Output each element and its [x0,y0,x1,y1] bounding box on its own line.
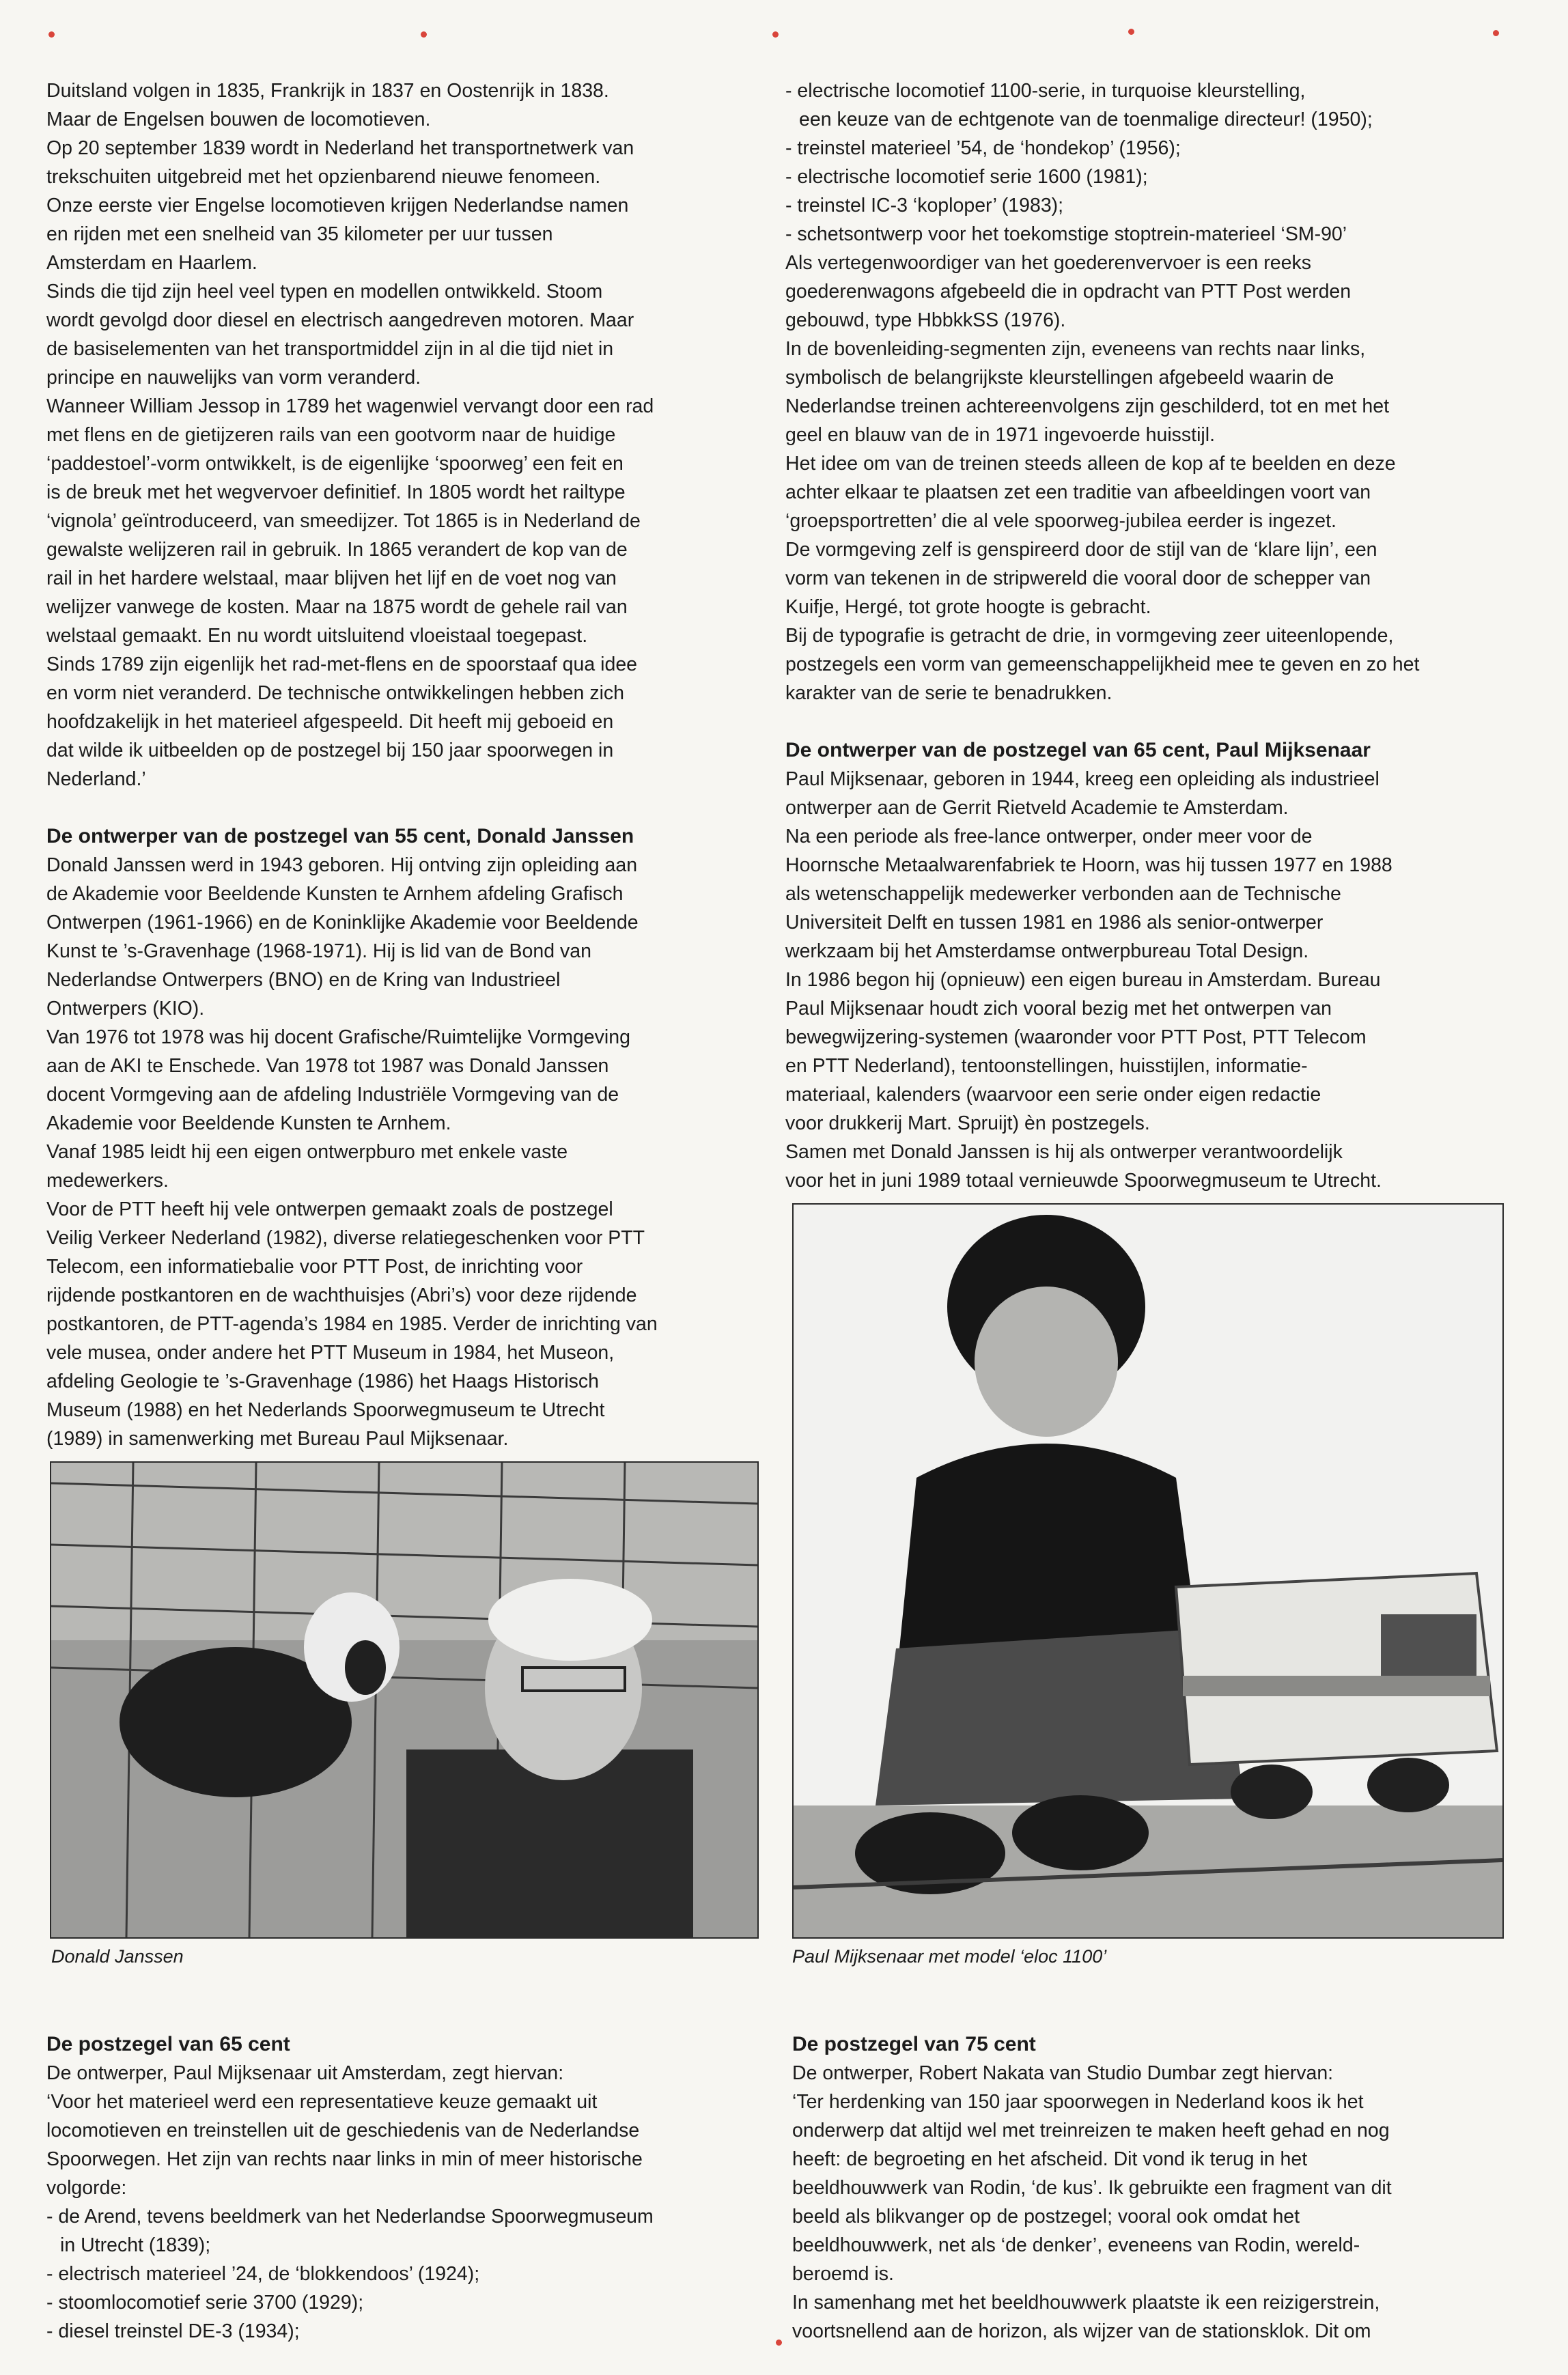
text-line: beeld als blikvanger op de postzegel; vooral ook omdat het [792,2206,1300,2228]
text-line: Kunst te ’s-Gravenhage (1968-1971). Hij is lid van de Bond van [46,940,591,962]
text-line: Nederlandse Ontwerpers (BNO) en de Kring van Industrieel [46,969,561,991]
text-line: - electrische locomotief 1100-serie, in turquoise kleurstelling, [785,80,1306,102]
text-line: Universiteit Delft en tussen 1981 en 1986 als senior-ontwerper [785,912,1324,933]
text-line: Als vertegenwoordiger van het goederenvervoer is een reeks [785,252,1311,274]
text-line: symbolisch de belangrijkste kleurstellingen afgebeeld waarin de [785,367,1334,389]
text-line: een keuze van de echtgenote van de toenmalige directeur! (1950); [799,109,1373,130]
text-line: karakter van de serie te benadrukken. [785,682,1112,704]
text-line: geel en blauw van de in 1971 ingevoerde huisstijl. [785,424,1216,446]
text-line: goederenwagons afgebeeld die in opdracht van PTT Post werden [785,281,1352,303]
decor-dot [1493,30,1499,36]
text-line: - treinstel materieel ’54, de ‘hondekop’ (1956); [785,137,1181,159]
text-line: docent Vormgeving aan de afdeling Industriële Vormgeving van de [46,1084,619,1106]
text-line: beroemd is. [792,2263,894,2285]
text-line: Maar de Engelsen bouwen de locomotieven. [46,109,431,130]
text-line: Amsterdam en Haarlem. [46,252,257,274]
text-line: is de breuk met het wegvervoer definitief. In 1805 wordt het railtype [46,481,626,503]
decor-dot [421,31,427,38]
text-line: de basiselementen van het transportmiddel zijn in al die tijd niet in [46,338,614,360]
text-line: ‘Voor het materieel werd een representatieve keuze gemaakt uit [46,2091,598,2113]
text-line: Voor de PTT heeft hij vele ontwerpen gemaakt zoals de postzegel [46,1198,613,1220]
text-line: De vormgeving zelf is genspireerd door de stijl van de ‘klare lijn’, een [785,539,1377,561]
left-column-top [46,76,764,1453]
text-line: Sinds die tijd zijn heel veel typen en modellen ontwikkeld. Stoom [46,281,603,303]
text-line: ‘Ter herdenking van 150 jaar spoorwegen in Nederland koos ik het [792,2091,1364,2113]
text-line: voor drukkerij Mart. Spruijt) èn postzegels. [785,1112,1150,1134]
text-line: postkantoren, de PTT-agenda’s 1984 en 1985. Verder de inrichting van [46,1313,658,1335]
text-line: en PTT Nederland), tentoonstellingen, huisstijlen, informatie- [785,1055,1308,1077]
text-line: onderwerp dat altijd wel met treinreizen te maken heeft gehad en nog [792,2120,1390,2141]
text-line: postzegels een vorm van gemeenschappelijkheid mee te geven en zo het [785,654,1420,675]
text-line: De ontwerper, Robert Nakata van Studio Dumbar zegt hiervan: [792,2062,1334,2084]
text-line: Nederland.’ [46,768,146,790]
photo-caption-mijksenaar: Paul Mijksenaar met model ‘eloc 1100’ [792,1946,1107,1967]
section-stamp-75 [792,2030,1509,2346]
text-line: (1989) in samenwerking met Bureau Paul Mijksenaar. [46,1428,509,1450]
section-stamp-65 [46,2030,764,2346]
text-line: Hoornsche Metaalwarenfabriek te Hoorn, was hij tussen 1977 en 1988 [785,854,1392,876]
text-line: - treinstel IC-3 ‘koploper’ (1983); [785,195,1064,216]
text-line: trekschuiten uitgebreid met het opzienbarend nieuwe fenomeen. [46,166,601,188]
text-line: - stoomlocomotief serie 3700 (1929); [46,2292,364,2314]
text-line: en rijden met een snelheid van 35 kilometer per uur tussen [46,223,553,245]
text-line: locomotieven en treinstellen uit de geschiedenis van de Nederlandse [46,2120,640,2141]
text-line: rail in het hardere welstaal, maar blijven het lijf en de voet nog van [46,567,617,589]
text-line: beeldhouwwerk, net als ‘de denker’, eveneens van Rodin, wereld- [792,2234,1360,2256]
text-line: Donald Janssen werd in 1943 geboren. Hij ontving zijn opleiding aan [46,854,638,876]
text-line: gebouwd, type HbbkkSS (1976). [785,309,1066,331]
text-line: ‘paddestoel’-vorm ontwikkelt, is de eigenlijke ‘spoorweg’ een feit en [46,453,624,475]
text-line: de Akademie voor Beeldende Kunsten te Arnhem afdeling Grafisch [46,883,624,905]
section-heading-stamp-65: De postzegel van 65 cent [46,2033,290,2055]
text-line: ontwerper aan de Gerrit Rietveld Academie te Amsterdam. [785,797,1289,819]
text-line: In de bovenleiding-segmenten zijn, eveneens van rechts naar links, [785,338,1366,360]
text-line: voortsnellend aan de horizon, als wijzer van de stationsklok. Dit om [792,2320,1371,2342]
text-line: Ontwerpers (KIO). [46,998,205,1020]
decor-dot [48,31,55,38]
text-line: ‘vignola’ geïntroduceerd, van smeedijzer. Tot 1865 is in Nederland de [46,510,641,532]
text-line: rijdende postkantoren en de wachthuisjes (Abri’s) voor deze rijdende [46,1284,637,1306]
text-line: principe en nauwelijks van vorm veranderd. [46,367,421,389]
decor-dot [776,2339,782,2346]
text-line: ‘groepsportretten’ die al vele spoorweg-jubilea eerder is ingezet. [785,510,1336,532]
text-line: Duitsland volgen in 1835, Frankrijk in 1837 en Oostenrijk in 1838. [46,80,609,102]
text-line: Veilig Verkeer Nederland (1982), diverse relatiegeschenken voor PTT [46,1227,645,1249]
text-line: wordt gevolgd door diesel en electrisch aangedreven motoren. Maar [46,309,634,331]
photo-caption-janssen: Donald Janssen [51,1946,184,1967]
text-line: vorm van tekenen in de stripwereld die vooral door de schepper van [785,567,1371,589]
text-line: Van 1976 tot 1978 was hij docent Grafische/Ruimtelijke Vormgeving [46,1026,630,1048]
section-heading-stamp-75: De postzegel van 75 cent [792,2033,1036,2055]
text-line: welijzer vanwege de kosten. Maar na 1875 wordt de gehele rail van [46,596,628,618]
text-line: Sinds 1789 zijn eigenlijk het rad-met-flens en de spoorstaaf qua idee [46,654,638,675]
text-line: aan de AKI te Enschede. Van 1978 tot 1987 was Donald Janssen [46,1055,609,1077]
spacer [46,793,764,822]
text-line: Op 20 september 1839 wordt in Nederland het transportnetwerk van [46,137,634,159]
text-line: Samen met Donald Janssen is hij als ontwerper verantwoordelijk [785,1141,1343,1163]
text-line: Telecom, een informatiebalie voor PTT Post, de inrichting voor [46,1256,583,1278]
text-line: Vanaf 1985 leidt hij een eigen ontwerpburo met enkele vaste [46,1141,568,1163]
text-line: vele musea, onder andere het PTT Museum in 1984, het Museon, [46,1342,615,1364]
mijksenaar-bio [785,765,1502,1195]
text-line: Nederlandse treinen achtereenvolgens zijn geschilderd, tot en met het [785,395,1390,417]
text-line: De ontwerper, Paul Mijksenaar uit Amsterdam, zegt hiervan: [46,2062,564,2084]
right-column-top [785,76,1502,1195]
text-line: - schetsontwerp voor het toekomstige stoptrein-materieel ‘SM-90’ [785,223,1347,245]
text-line: Bij de typografie is getracht de drie, in vormgeving zeer uiteenlopende, [785,625,1394,647]
text-line: - electrische locomotief serie 1600 (1981); [785,166,1148,188]
text-line: Paul Mijksenaar, geboren in 1944, kreeg een opleiding als industrieel [785,768,1380,790]
text-line: - de Arend, tevens beeldmerk van het Nederlandse Spoorwegmuseum [46,2206,654,2228]
text-line: in Utrecht (1839); [60,2234,211,2256]
text-line: heeft: de begroeting en het afscheid. Dit vond ik terug in het [792,2148,1308,2170]
text-line: dat wilde ik uitbeelden op de postzegel bij 150 jaar spoorwegen in [46,740,614,761]
text-line: Paul Mijksenaar houdt zich vooral bezig met het ontwerpen van [785,998,1332,1020]
text-line: medewerkers. [46,1170,169,1192]
text-line: voor het in juni 1989 totaal vernieuwde Spoorwegmuseum te Utrecht. [785,1170,1382,1192]
section-heading-janssen: De ontwerper van de postzegel van 55 cent, Donald Janssen [46,825,634,847]
text-line: werkzaam bij het Amsterdamse ontwerpbureau Total Design. [785,940,1309,962]
text-line: beeldhouwwerk van Rodin, ‘de kus’. Ik gebruikte een fragment van dit [792,2177,1392,2199]
text-line: en vorm niet veranderd. De technische ontwikkelingen hebben zich [46,682,624,704]
text-line: - diesel treinstel DE-3 (1934); [46,2320,300,2342]
text-line: achter elkaar te plaatsen zet een traditie van afbeeldingen voort van [785,481,1371,503]
decor-dot [772,31,779,38]
text-line: materiaal, kalenders (waarvoor een serie onder eigen redactie [785,1084,1321,1106]
text-line: afdeling Geologie te ’s-Gravenhage (1986) het Haags Historisch [46,1371,600,1392]
text-line: Wanneer William Jessop in 1789 het wagenwiel vervangt door een rad [46,395,654,417]
text-line: bewegwijzering-systemen (waaronder voor PTT Post, PTT Telecom [785,1026,1367,1048]
text-line: Ontwerpen (1961-1966) en de Koninklijke Akademie voor Beeldende [46,912,639,933]
janssen-bio [46,851,764,1453]
text-line: Na een periode als free-lance ontwerper, onder meer voor de [785,826,1313,847]
text-line: Spoorwegen. Het zijn van rechts naar links in min of meer historische [46,2148,643,2170]
text-line: welstaal gemaakt. En nu wordt uitsluitend vloeistaal toegepast. [46,625,588,647]
text-line: In samenhang met het beeldhouwwerk plaatste ik een reizigerstrein, [792,2292,1380,2314]
section-heading-mijksenaar: De ontwerper van de postzegel van 65 cent, Paul Mijksenaar [785,739,1371,761]
text-line: Het idee om van de treinen steeds alleen de kop af te beelden en deze [785,453,1396,475]
photo-paul-mijksenaar [792,1203,1504,1939]
text-line: volgorde: [46,2177,127,2199]
text-line: Onze eerste vier Engelse locomotieven krijgen Nederlandse namen [46,195,629,216]
text-line: gewalste welijzeren rail in gebruik. In 1865 verandert de kop van de [46,539,628,561]
text-line: met flens en de gietijzeren rails van een gootvorm naar de huidige [46,424,616,446]
text-line: Kuifje, Hergé, tot grote hoogte is gebracht. [785,596,1151,618]
text-line: Akademie voor Beeldende Kunsten te Arnhem. [46,1112,451,1134]
text-line: - electrisch materieel ’24, de ‘blokkendoos’ (1924); [46,2263,480,2285]
text-line: hoofdzakelijk in het materieel afgespeeld. Dit heeft mij geboeid en [46,711,614,733]
text-line: Museum (1988) en het Nederlands Spoorwegmuseum te Utrecht [46,1399,605,1421]
text-line: In 1986 begon hij (opnieuw) een eigen bureau in Amsterdam. Bureau [785,969,1381,991]
train-list [785,76,1502,707]
intro-text [46,76,764,793]
photo-donald-janssen [50,1461,759,1939]
text-line: als wetenschappelijk medewerker verbonden aan de Technische [785,883,1341,905]
spacer [785,707,1502,736]
decor-dot [1128,29,1134,35]
